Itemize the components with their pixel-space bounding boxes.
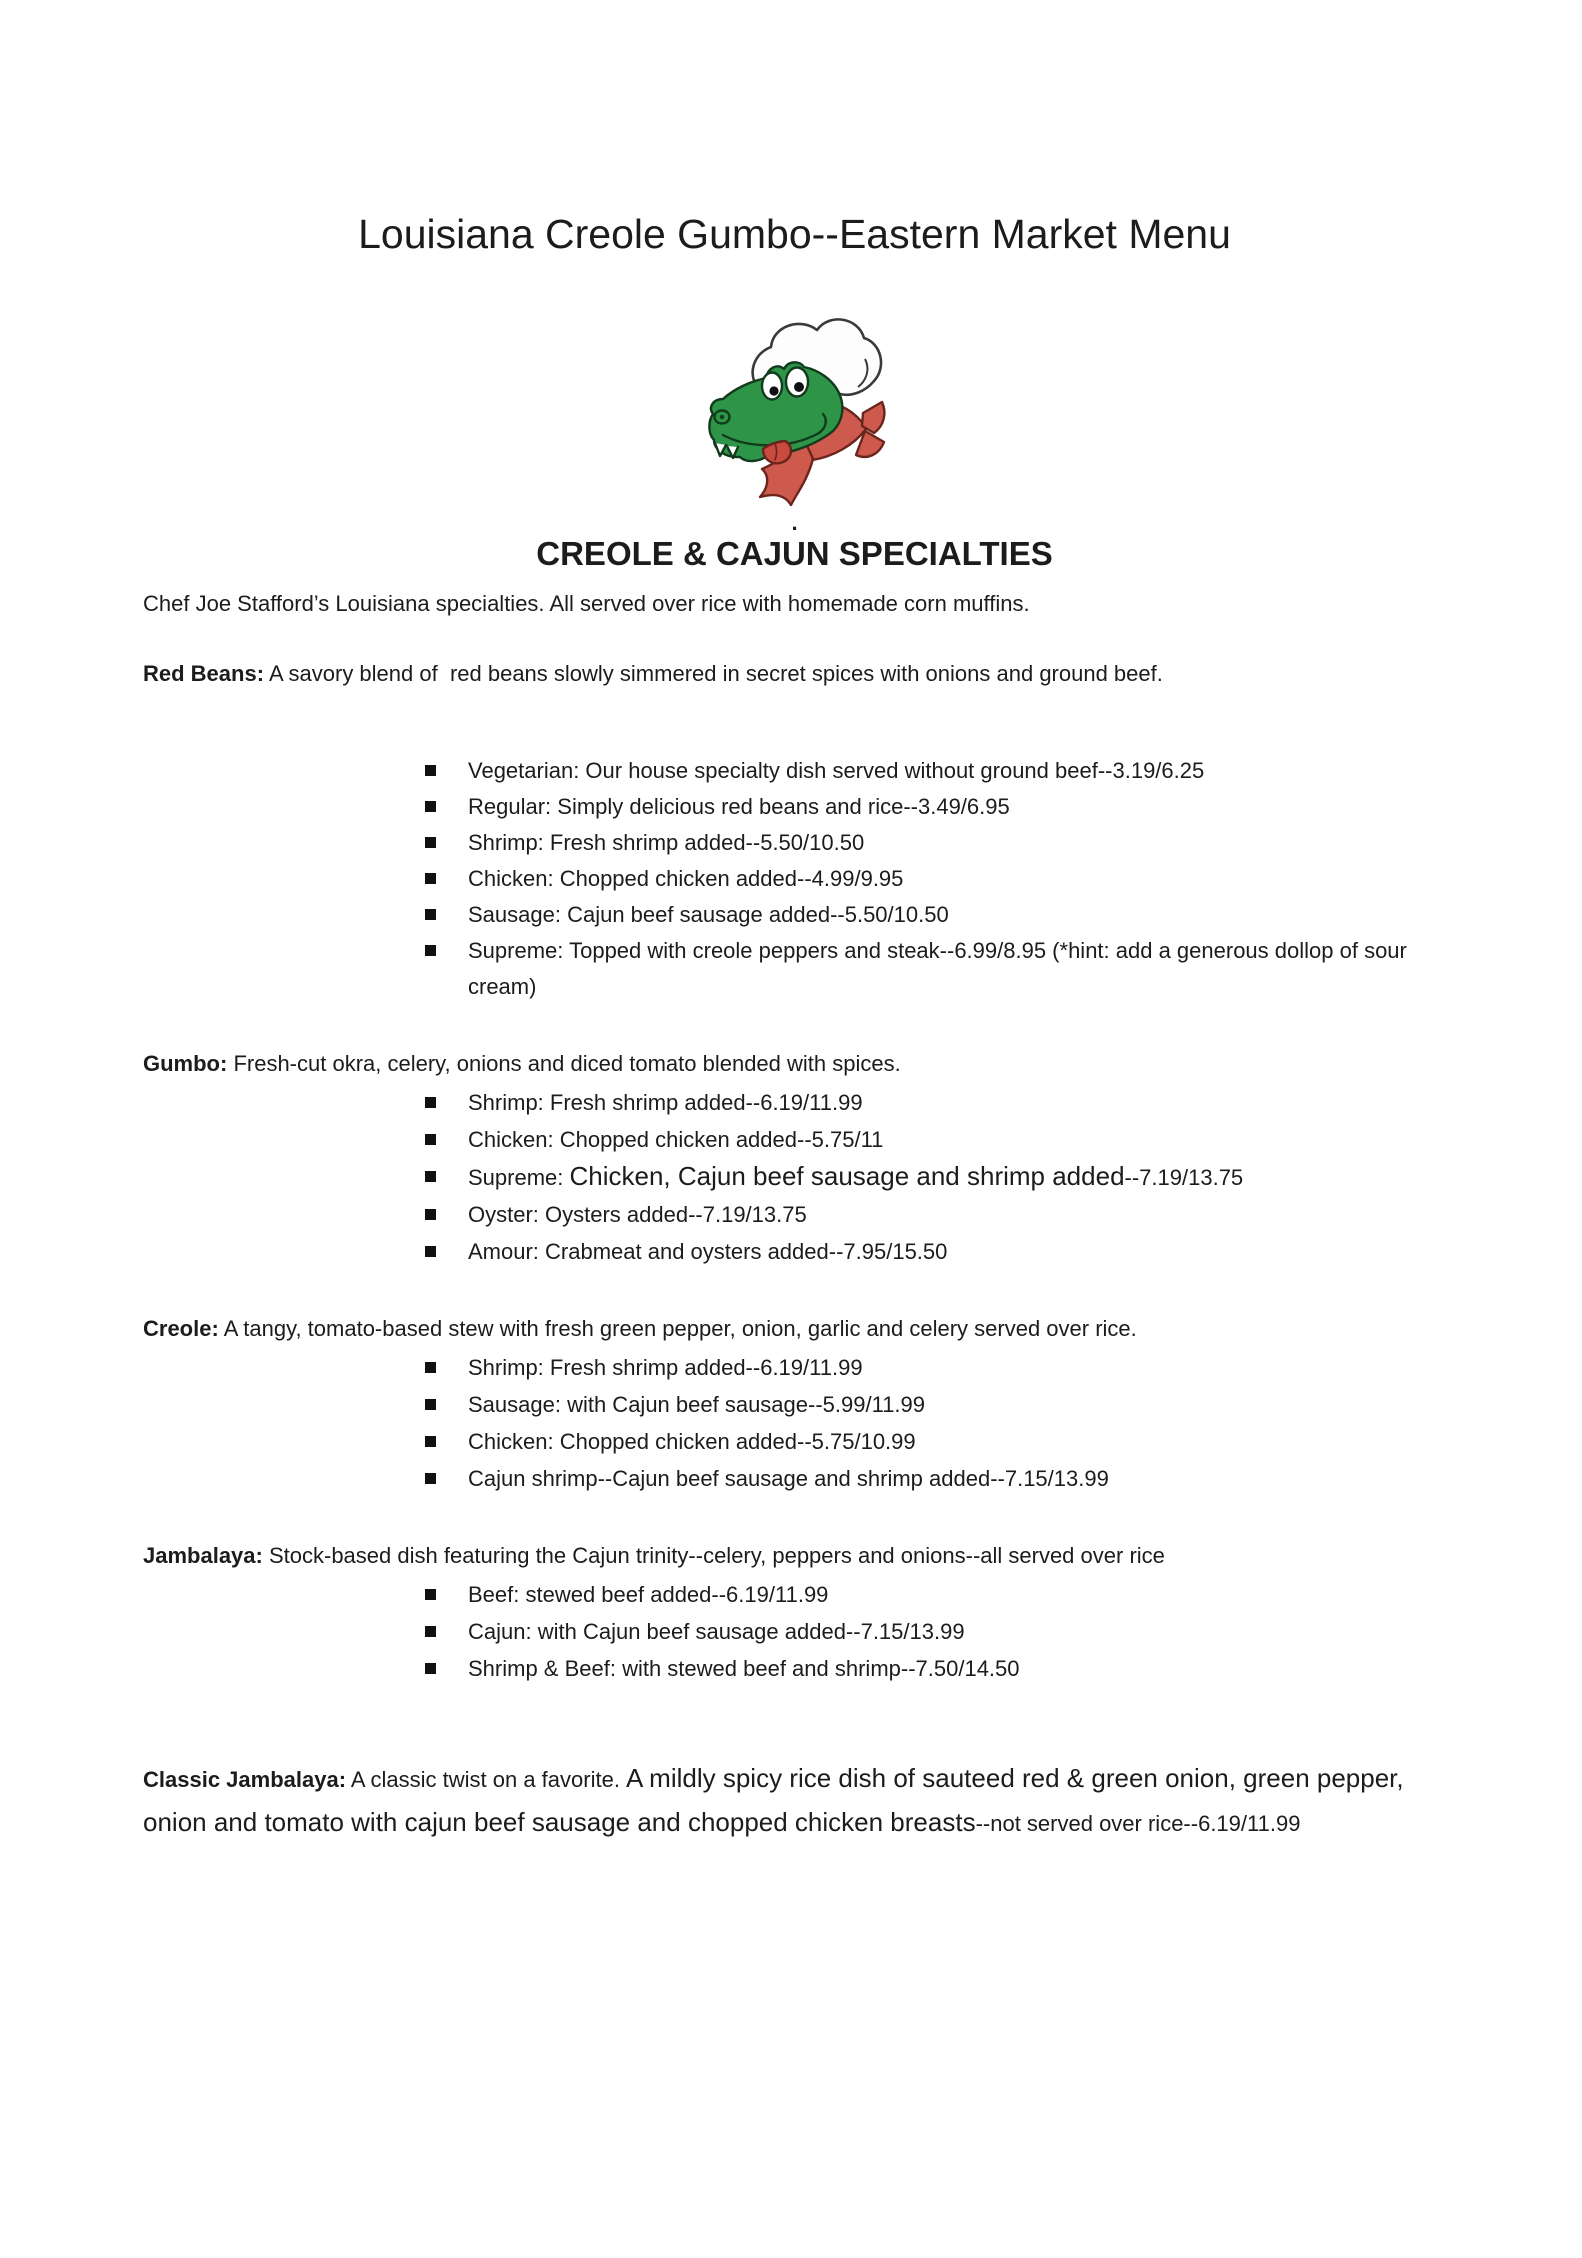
list-item: Sausage: with Cajun beef sausage--5.99/11.99 xyxy=(143,1386,1446,1423)
logo-caption-dot: . xyxy=(791,510,798,536)
red-beans-list xyxy=(143,753,1446,1005)
restaurant-logo xyxy=(143,309,1446,511)
section-label: Gumbo: xyxy=(143,1051,228,1077)
section-description: Fresh-cut okra, celery, onions and diced tomato blended with spices. xyxy=(227,1051,901,1077)
section-label: Jambalaya: xyxy=(143,1543,263,1569)
list-item: Beef: stewed beef added--6.19/11.99 xyxy=(143,1576,1446,1613)
page-title: Louisiana Creole Gumbo--Eastern Market Menu xyxy=(358,211,1231,257)
list-item: Amour: Crabmeat and oysters added--7.95/15.50 xyxy=(143,1233,1446,1270)
menu-section-heading: CREOLE & CAJUN SPECIALTIES xyxy=(536,535,1053,573)
list-item: Shrimp: Fresh shrimp added--6.19/11.99 xyxy=(143,1084,1446,1121)
section-description: A savory blend of red beans slowly simmered in secret spices with onions and ground beef. xyxy=(264,661,1163,687)
section-label: Creole: xyxy=(143,1316,219,1342)
section-red-beans xyxy=(143,659,1446,689)
list-item: Regular: Simply delicious red beans and rice--3.49/6.95 xyxy=(143,789,1446,825)
list-item: Sausage: Cajun beef sausage added--5.50/10.50 xyxy=(143,897,1446,933)
list-item: Shrimp: Fresh shrimp added--6.19/11.99 xyxy=(143,1349,1446,1386)
section-gumbo xyxy=(143,1049,1446,1079)
section-creole xyxy=(143,1314,1446,1344)
list-item: Chicken: Chopped chicken added--5.75/10.99 xyxy=(143,1423,1446,1460)
gumbo-list xyxy=(143,1084,1446,1270)
creole-list xyxy=(143,1349,1446,1497)
section-description: Stock-based dish featuring the Cajun trinity--celery, peppers and onions--all served over rice xyxy=(262,1543,1165,1569)
list-item: Supreme: Chicken, Cajun beef sausage and shrimp added--7.19/13.75 xyxy=(143,1158,1446,1196)
section-description: A tangy, tomato-based stew with fresh green pepper, onion, garlic and celery served over rice. xyxy=(218,1316,1137,1342)
section-classic-jambalaya: Classic Jambalaya: A classic twist on a favorite. A mildly spicy rice dish of sauteed red & green onion, green pepper, onion and tomato with cajun beef sausage and chopped chicken breasts--not served over rice--6.19/11.99 xyxy=(143,1763,1404,1838)
menu-page xyxy=(0,210,1582,1845)
jambalaya-list xyxy=(143,1576,1446,1687)
list-item: Chicken: Chopped chicken added--5.75/11 xyxy=(143,1121,1446,1158)
list-item: Oyster: Oysters added--7.19/13.75 xyxy=(143,1196,1446,1233)
right-eye xyxy=(786,368,808,397)
section-label: Classic Jambalaya: xyxy=(143,1767,347,1793)
list-item: Shrimp & Beef: with stewed beef and shrimp--7.50/14.50 xyxy=(143,1650,1446,1687)
section-jambalaya xyxy=(143,1541,1446,1571)
list-item: Supreme: Topped with creole peppers and steak--6.99/8.95 (*hint: add a generous dollop of sour cream) xyxy=(143,933,1446,1005)
left-eye xyxy=(762,373,782,400)
menu-intro: Chef Joe Stafford’s Louisiana specialties. All served over rice with homemade corn muffins. xyxy=(143,591,1030,617)
list-item: Chicken: Chopped chicken added--4.99/9.95 xyxy=(143,861,1446,897)
list-item: Cajun shrimp--Cajun beef sausage and shrimp added--7.15/13.99 xyxy=(143,1460,1446,1497)
list-item: Shrimp: Fresh shrimp added--5.50/10.50 xyxy=(143,825,1446,861)
section-label: Red Beans: xyxy=(143,661,265,687)
list-item: Cajun: with Cajun beef sausage added--7.15/13.99 xyxy=(143,1613,1446,1650)
alligator-chef-logo-icon xyxy=(702,309,888,509)
list-item: Vegetarian: Our house specialty dish served without ground beef--3.19/6.25 xyxy=(143,753,1446,789)
